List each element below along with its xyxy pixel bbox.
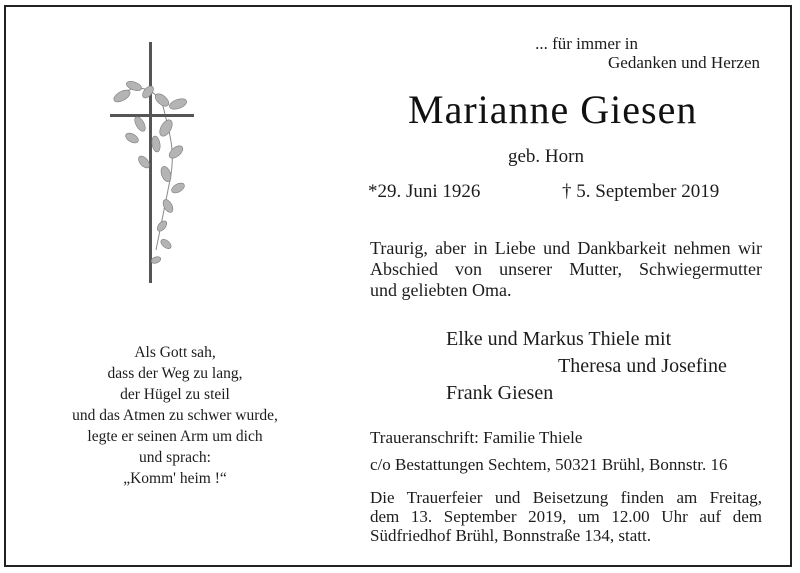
mourner-line-1: Elke und Markus Thiele mit	[446, 328, 672, 350]
mourner-line-3: Frank Giesen	[446, 382, 554, 404]
funeral-info	[370, 488, 762, 545]
poem-line: „Komm' heim !“	[123, 470, 227, 487]
cross-horizontal	[110, 114, 194, 117]
cross-vertical	[149, 42, 152, 283]
motto	[510, 34, 760, 72]
cross-svg	[104, 40, 200, 285]
birth-date-text: 29. Juni 1926	[377, 181, 481, 202]
mourning-address	[370, 428, 727, 475]
poem-line: legte er seinen Arm um dich	[87, 428, 263, 445]
message-line-3: und geliebten Oma.	[370, 280, 512, 300]
motto-line-2: Gedanken und Herzen	[608, 53, 760, 72]
funeral-line-3: Südfriedhof Brühl, Bonnstraße 134, statt.	[370, 526, 651, 545]
poem-line: und sprach:	[139, 449, 211, 466]
death-date	[562, 181, 719, 203]
address-line-2: c/o Bestattungen Sechtem, 50321 Brühl, Bonnstr. 16	[370, 455, 728, 474]
poem	[50, 342, 300, 489]
deceased-name: Marianne Giesen	[408, 87, 698, 132]
message-line-2: Abschied von unserer Mutter, Schwiegermutter	[370, 259, 762, 279]
funeral-line-2: dem 13. September 2019, um 12.00 Uhr auf dem	[370, 507, 762, 526]
motto-line-1: ... für immer in	[535, 34, 638, 53]
death-date-text: 5. September 2019	[576, 181, 720, 202]
poem-line: und das Atmen zu schwer wurde,	[72, 407, 278, 424]
birth-date	[368, 181, 480, 203]
poem-line: dass der Weg zu lang,	[107, 365, 243, 382]
message-line-1: Traurig, aber in Liebe und Dankbarkeit nehmen wir	[370, 238, 762, 258]
funeral-line-1: Die Trauerfeier und Beisetzung finden am Freitag,	[370, 488, 762, 507]
poem-line: Als Gott sah,	[134, 344, 216, 361]
poem-line: der Hügel zu steil	[120, 386, 230, 403]
birth-name: geb. Horn	[508, 146, 584, 167]
mourning-message	[370, 238, 762, 301]
death-symbol: †	[562, 181, 572, 202]
mourner-line-2: Theresa und Josefine	[558, 355, 727, 377]
address-line-1: Traueranschrift: Familie Thiele	[370, 428, 583, 447]
cross-with-leaves-icon	[104, 40, 200, 285]
birth-symbol: *	[368, 181, 378, 202]
